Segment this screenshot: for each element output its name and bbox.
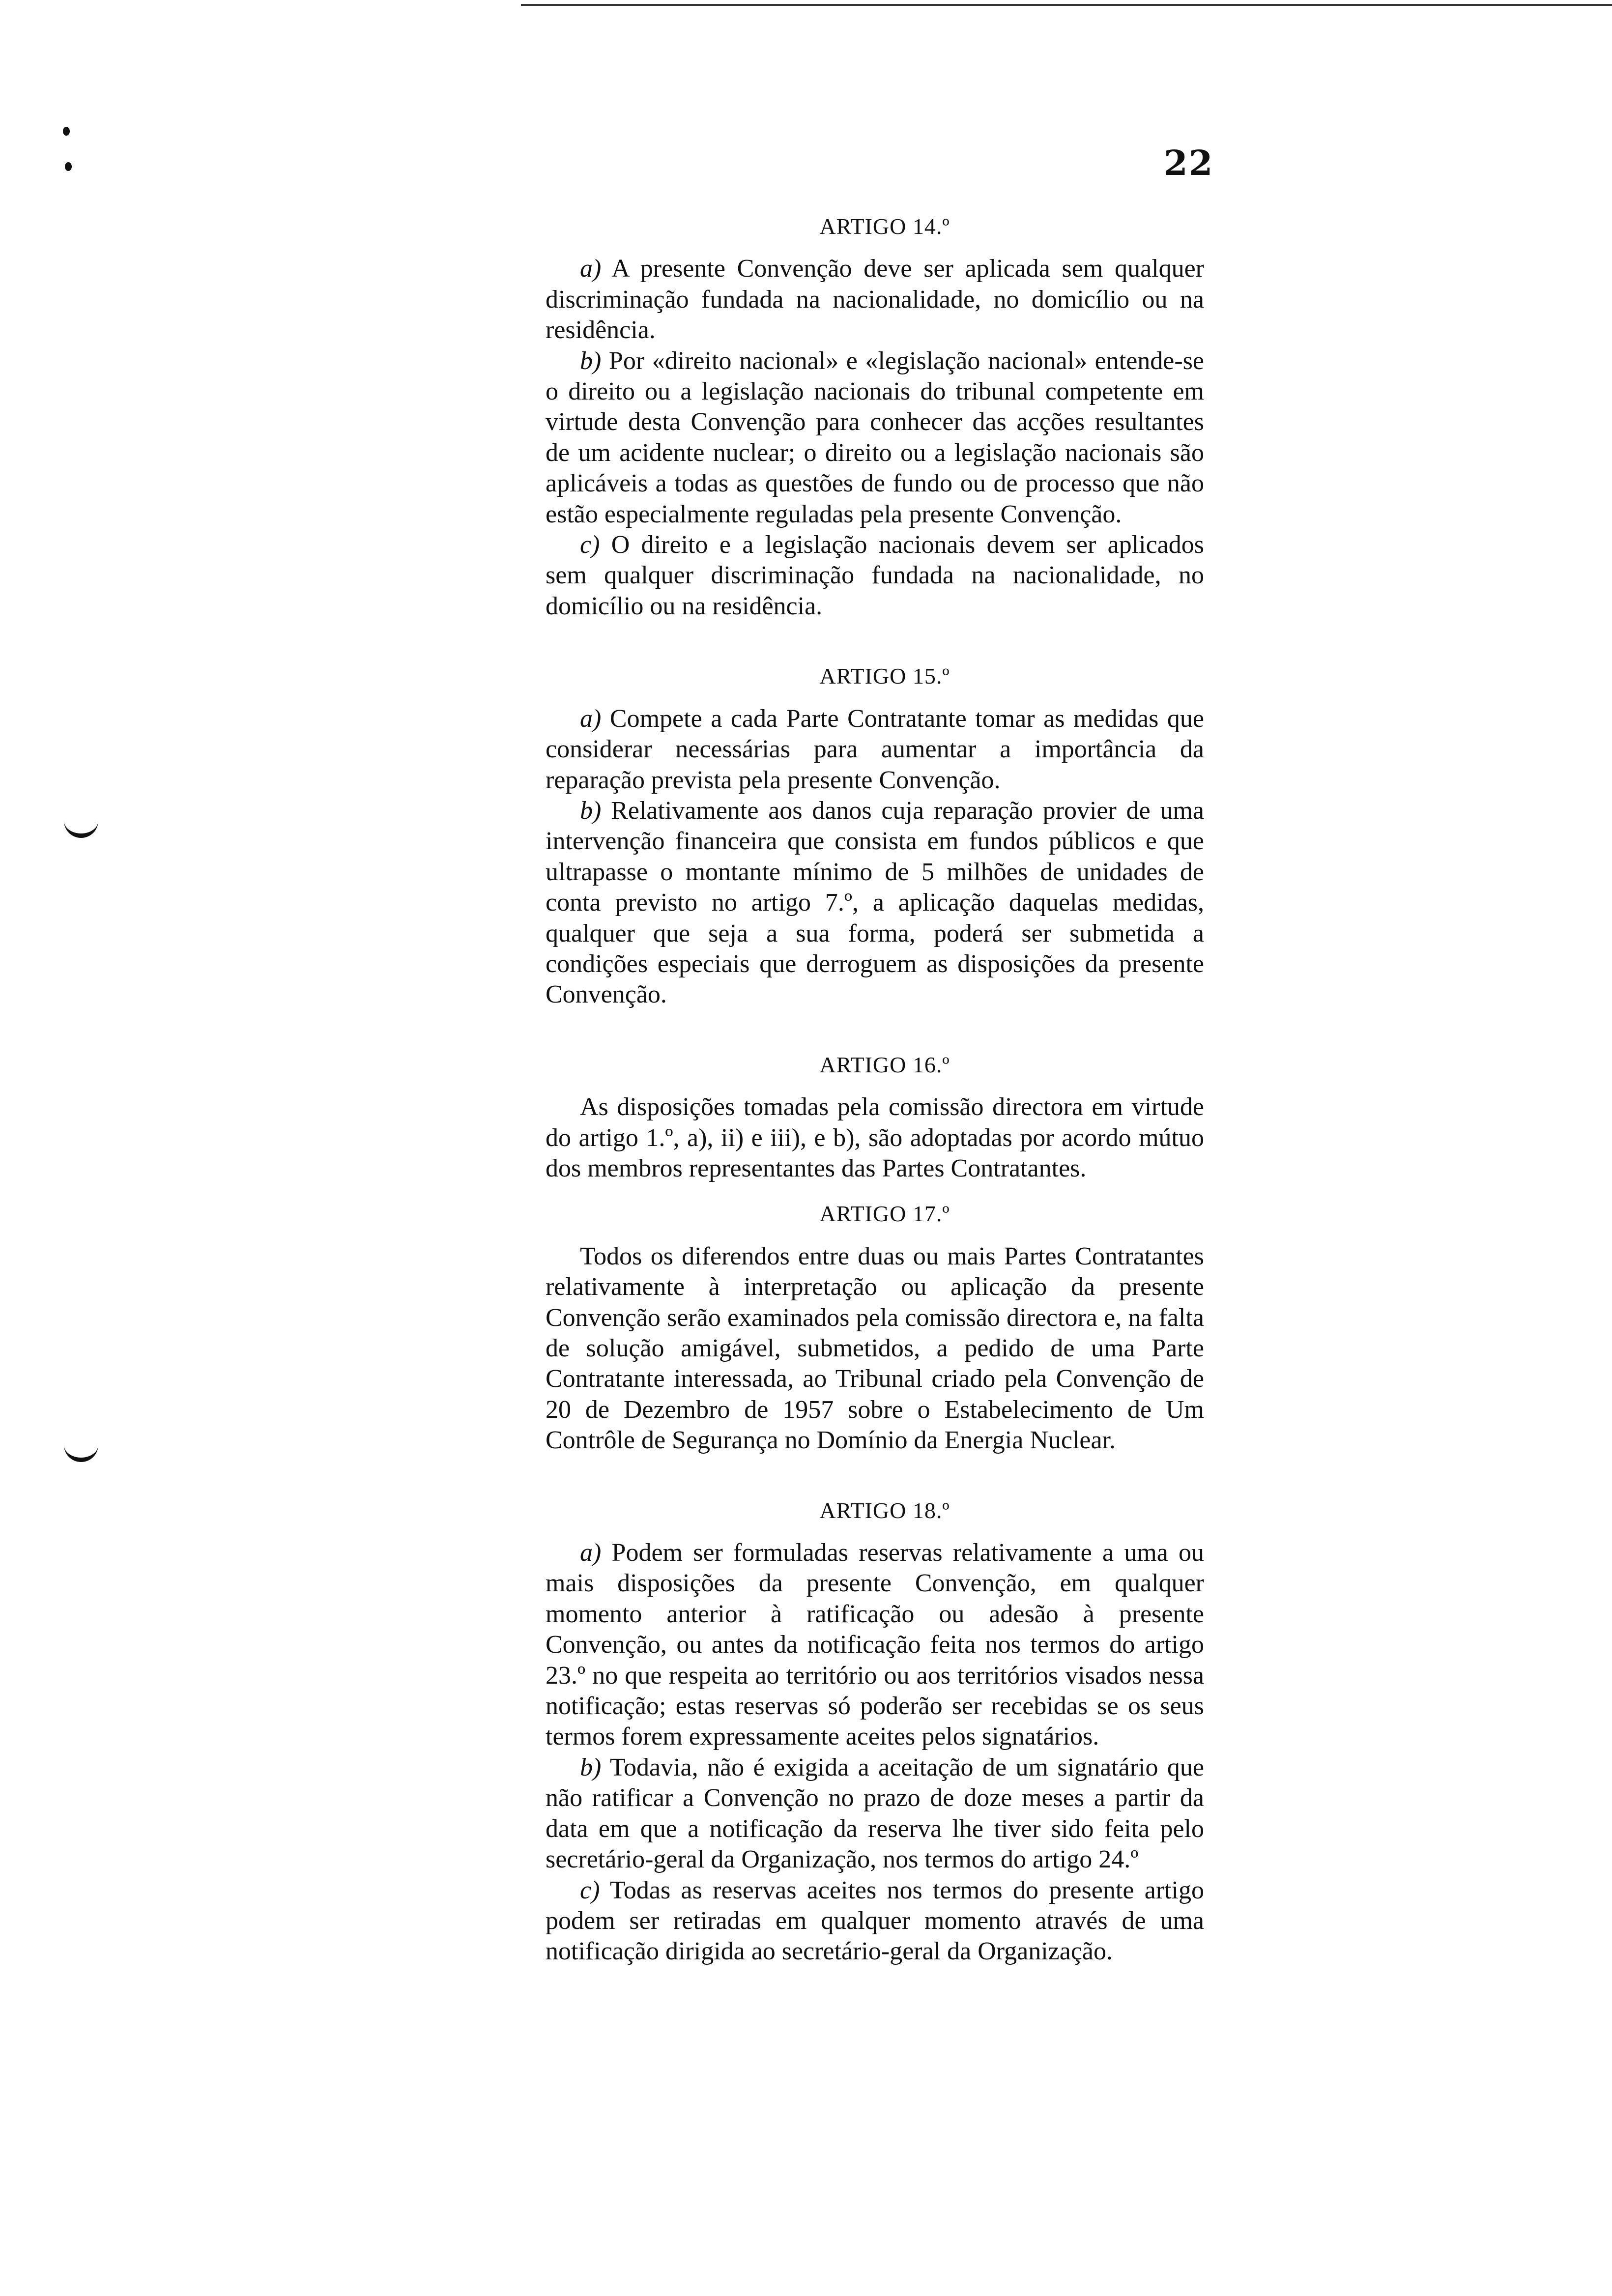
article-paragraph: [546, 1752, 1204, 1875]
article-heading: ARTIGO 15.º: [819, 663, 950, 689]
paragraph-label: c): [580, 1876, 600, 1904]
article-paragraph: [546, 704, 1204, 796]
paragraph-label: b): [580, 346, 602, 375]
binding-mark: [64, 816, 98, 838]
article-heading: ARTIGO 16.º: [819, 1052, 950, 1077]
paragraph-text: Relativamente aos danos cuja reparação provier de uma intervenção financeira que consista em fundos públicos e que ultrapasse o montante mínimo de 5 milhões de unidades de conta previsto no artigo 7.º, a aplicação daquelas medidas, qualquer que seja a sua forma, poderá ser submetida a condições especiais que derroguem as disposições da presente Convenção.: [546, 796, 1204, 1009]
article-paragraph: [546, 254, 1204, 345]
paragraph-text: Todos os diferendos entre duas ou mais Partes Contratantes relativamente à interpretação ou aplicação da presente Convenção serão examinados pela comissão directora e, na falta de solução amigável, submetidos, a pedido de uma Parte Contratante interessada, ao Tribunal criado pela Convenção de 20 de Dezembro de 1957 sobre o Estabelecimento de Um Contrôle de Segurança no Domínio da Energia Nuclear.: [546, 1242, 1204, 1455]
article-heading: ARTIGO 18.º: [819, 1497, 950, 1523]
article-section: [546, 1495, 1204, 1967]
article-section: [546, 1199, 1204, 1456]
scan-speck: [63, 127, 70, 136]
top-rule: [521, 4, 1612, 6]
article-paragraph: [546, 1538, 1204, 1752]
article-heading: ARTIGO 17.º: [819, 1201, 950, 1227]
article-paragraph: [546, 346, 1204, 530]
paragraph-label: a): [580, 255, 602, 283]
paragraph-label: a): [580, 1539, 602, 1567]
paragraph-label: b): [580, 796, 602, 825]
paragraph-text: Todas as reservas aceites nos termos do presente artigo podem ser retiradas em qualquer momento através de uma notificação dirigida ao secretário-geral da Organização.: [546, 1876, 1204, 1966]
article-paragraph: [546, 1875, 1204, 1967]
paragraph-text: A presente Convenção deve ser aplicada sem qualquer discriminação fundada na nacionalidade, no domicílio ou na residência.: [546, 255, 1204, 344]
scan-speck: [65, 162, 72, 171]
article-heading: ARTIGO 14.º: [819, 214, 950, 239]
paragraph-label: b): [580, 1753, 602, 1781]
document-body: [546, 211, 1204, 2007]
paragraph-text: Todavia, não é exigida a aceitação de um signatário que não ratificar a Convenção no prazo de doze meses a partir da data em que a notificação da reserva lhe tiver sido feita pelo secretário-geral da Organização, nos termos do artigo 24.º: [546, 1753, 1204, 1874]
paragraph-label: c): [580, 531, 600, 559]
paragraph-text: O direito e a legislação nacionais devem ser aplicados sem qualquer discriminação fundada na nacionalidade, no domicílio ou na residência.: [546, 531, 1204, 620]
article-paragraph: [546, 796, 1204, 1010]
article-section: [546, 661, 1204, 1010]
paragraph-text: Por «direito nacional» e «legislação nacional» entende-se o direito ou a legislação nacionais do tribunal competente em virtude desta Convenção para conhecer das acções resultantes de um acidente nuclear; o direito ou a legislação nacionais são aplicáveis a todas as questões de fundo ou de processo que não estão especialmente reguladas pela presente Convenção.: [546, 346, 1204, 528]
paragraph-label: a): [580, 704, 602, 733]
page-number: 22: [1164, 143, 1214, 183]
article-section: [546, 1050, 1204, 1184]
article-section: [546, 211, 1204, 622]
binding-mark: [64, 1440, 98, 1462]
paragraph-text: Podem ser formuladas reservas relativamente a uma ou mais disposições da presente Convenção, em qualquer momento anterior à ratificação ou adesão à presente Convenção, ou antes da notificação feita nos termos do artigo 23.º no que respeita ao território ou aos territórios visados nessa notificação; estas reservas só poderão ser recebidas se os seus termos forem expressamente aceites pelos signatários.: [546, 1539, 1204, 1751]
article-paragraph: [546, 530, 1204, 622]
paragraph-text: As disposições tomadas pela comissão directora em virtude do artigo 1.º, a), ii) e iii), e b), são adoptadas por acordo mútuo dos membros representantes das Partes Contratantes.: [546, 1093, 1204, 1182]
article-paragraph: [546, 1241, 1204, 1456]
paragraph-text: Compete a cada Parte Contratante tomar as medidas que considerar necessárias para aumentar a importância da reparação prevista pela presente Convenção.: [546, 704, 1204, 794]
article-paragraph: [546, 1092, 1204, 1184]
